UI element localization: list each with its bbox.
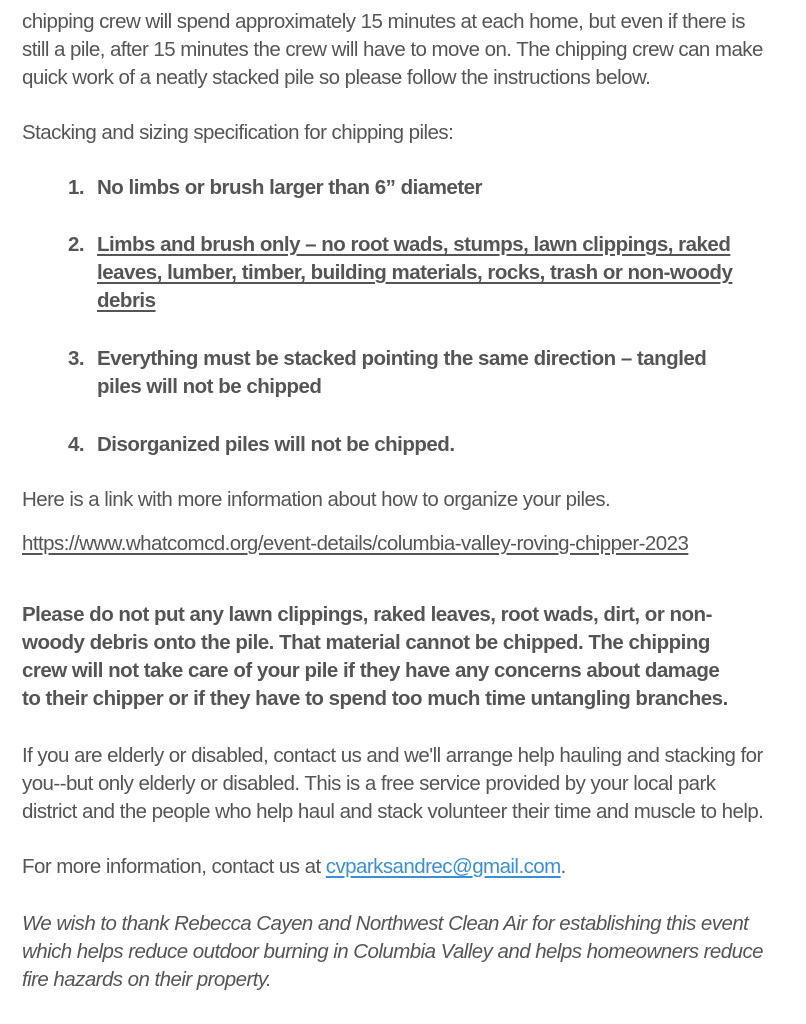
intro-line: still a pile, after 15 minutes the crew will have to move on. The chipping crew can make: [22, 38, 763, 61]
list-item-3: [68, 345, 768, 401]
warning-line: Please do not put any lawn clippings, raked leaves, root wads, dirt, or non-: [22, 603, 712, 626]
list-number: 1.: [68, 176, 85, 199]
list-item-4: [68, 431, 768, 459]
list-line: leaves, lumber, timber, building materials, rocks, trash or non-woody: [97, 261, 733, 284]
info-link-paragraph: [22, 530, 792, 558]
assistance-line: you--but only elderly or disabled. This is a free service provided by your local park: [22, 772, 716, 795]
list-line: debris: [97, 289, 156, 312]
list-text: [97, 345, 768, 401]
thanks-line: We wish to thank Rebecca Cayen and Northwest Clean Air for establishing this event: [22, 912, 749, 935]
warning-paragraph: [22, 601, 792, 713]
link-intro: Here is a link with more information about how to organize your piles.: [22, 488, 611, 511]
list-text: [97, 431, 768, 459]
list-text: [97, 231, 768, 315]
list-line: No limbs or brush larger than 6” diameter: [97, 176, 483, 199]
list-item-2: [68, 231, 768, 315]
list-line: Everything must be stacked pointing the same direction – tangled: [97, 347, 707, 370]
email-link[interactable]: cvparksandrec@gmail.com: [325, 855, 561, 878]
intro-line: chipping crew will spend approximately 15 minutes at each home, but even if there is: [22, 10, 745, 33]
thanks-paragraph: [22, 910, 792, 994]
list-number: 3.: [68, 347, 85, 370]
intro-paragraph: [22, 8, 792, 92]
warning-line: crew will not take care of your pile if they have any concerns about damage: [22, 659, 720, 682]
contact-prefix: For more information, contact us at: [22, 855, 326, 878]
assistance-line: If you are elderly or disabled, contact us and we'll arrange help hauling and stacking for: [22, 744, 763, 767]
warning-line: to their chipper or if they have to spend too much time untangling branches.: [22, 687, 728, 710]
list-text: [97, 174, 768, 202]
contact-suffix: .: [560, 855, 566, 878]
list-line: piles will not be chipped: [97, 375, 322, 398]
thanks-line: which helps reduce outdoor burning in Columbia Valley and helps homeowners reduce: [22, 940, 763, 963]
thanks-line: fire hazards on their property.: [22, 968, 272, 991]
assistance-line: district and the people who help haul and stack volunteer their time and muscle to help.: [22, 800, 764, 823]
intro-line: quick work of a neatly stacked pile so please follow the instructions below.: [22, 66, 651, 89]
info-link[interactable]: https://www.whatcomcd.org/event-details/columbia-valley-roving-chipper-2023: [22, 532, 689, 555]
list-line: Limbs and brush only – no root wads, stumps, lawn clippings, raked: [97, 233, 731, 256]
list-line: Disorganized piles will not be chipped.: [97, 433, 455, 456]
warning-line: woody debris onto the pile. That material cannot be chipped. The chipping: [22, 631, 710, 654]
assistance-paragraph: [22, 742, 792, 826]
list-number: 4.: [68, 433, 85, 456]
contact-paragraph: [22, 853, 792, 881]
list-number: 2.: [68, 233, 85, 256]
list-item-1: [68, 174, 768, 202]
spec-heading: Stacking and sizing specification for chipping piles:: [22, 121, 454, 144]
